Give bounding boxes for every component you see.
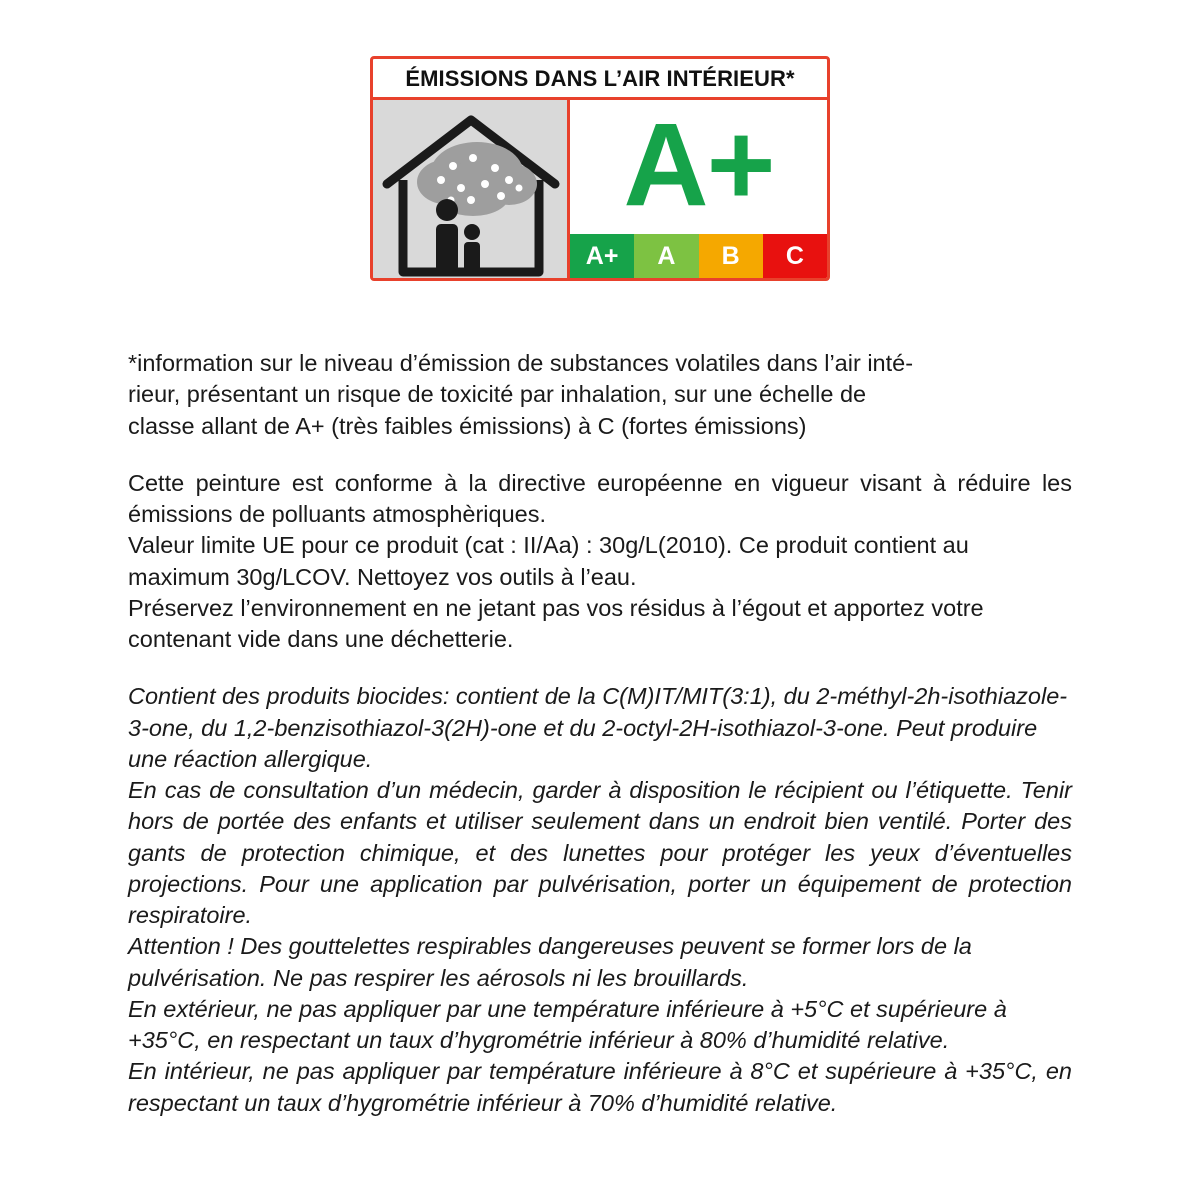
warning-interior: En intérieur, ne pas appliquer par température inférieure à 8°C et supérieure à +35°C, en respectant un taux d’hygrométrie inférieur à 70% d’humidité relative. bbox=[128, 1058, 1072, 1116]
directive-paragraph-3: Préservez l’environnement en ne jetant pas vos résidus à l’égout et apportez votre contenant vide dans une déchetterie. bbox=[128, 594, 984, 652]
house-pollution-icon bbox=[373, 100, 570, 278]
grade-panel bbox=[570, 100, 827, 278]
warning-exterior: En extérieur, ne pas appliquer par une température inférieure à +5°C et supérieure à +35°C, en respectant un taux d’hygrométrie inférieur à 80% d’humidité relative. bbox=[128, 995, 1007, 1053]
footnote-line-2: rieur, présentant un risque de toxicité par inhalation, sur une échelle de bbox=[128, 381, 867, 408]
spacer-1 bbox=[128, 442, 1072, 468]
directive-paragraph-1: Cette peinture est conforme à la directive européenne en vigueur visant à réduire les émissions de polluants atmosphèriques. bbox=[128, 469, 1072, 527]
grade-scale-c: C bbox=[763, 234, 827, 278]
warning-biocides: Contient des produits biocides: contient de la C(M)IT/MIT(3:1), du 2-méthyl-2h-isothiazole-3-one, du 1,2-benzisothiazol-3(2H)-one et du 2-octyl-2H-isothiazol-3-one. Peut produire une réaction allergique. bbox=[128, 683, 1068, 772]
directive-block bbox=[128, 468, 1072, 656]
grade-scale bbox=[570, 234, 827, 278]
directive-paragraph-2: Valeur limite UE pour ce produit (cat : II/Aa) : 30g/L(2010). Ce produit contient au maximum 30g/LCOV. Nettoyez vos outils à l’eau. bbox=[128, 532, 969, 590]
indoor-air-emission-label bbox=[370, 56, 830, 281]
emission-label-title: ÉMISSIONS DANS L’AIR INTÉRIEUR* bbox=[405, 66, 795, 91]
spacer-2 bbox=[128, 655, 1072, 681]
warnings-block bbox=[128, 681, 1072, 1119]
footnote-block bbox=[128, 348, 1072, 442]
grade-scale-a: A bbox=[634, 234, 698, 278]
current-grade: A+ bbox=[623, 98, 774, 231]
footnote-line-1: *information sur le niveau d’émission de substances volatiles dans l’air inté- bbox=[128, 350, 914, 376]
warning-attention: Attention ! Des gouttelettes respirables dangereuses peuvent se former lors de la pulvérisation. Ne pas respirer les aérosols ni les brouillards. bbox=[128, 933, 972, 991]
grade-scale-b: B bbox=[699, 234, 763, 278]
warning-medical: En cas de consultation d’un médecin, garder à disposition le récipient ou l’étiquette. Tenir hors de portée des enfants et utiliser seulement dans un endroit bien ventilé. Porter des gants de protection chimique, et des lunettes pour protéger les yeux d’éventuelles projections. Pour une application par pulvérisation, porter un équipement de protection respiratoire. bbox=[128, 777, 1072, 928]
footnote-line-3: classe allant de A+ (très faibles émissions) à C (fortes émissions) bbox=[128, 412, 807, 439]
grade-scale-a-plus: A+ bbox=[570, 234, 634, 278]
emission-label-body bbox=[373, 97, 827, 278]
emission-label-wrapper bbox=[0, 56, 1200, 281]
label-text-content bbox=[128, 348, 1072, 1119]
